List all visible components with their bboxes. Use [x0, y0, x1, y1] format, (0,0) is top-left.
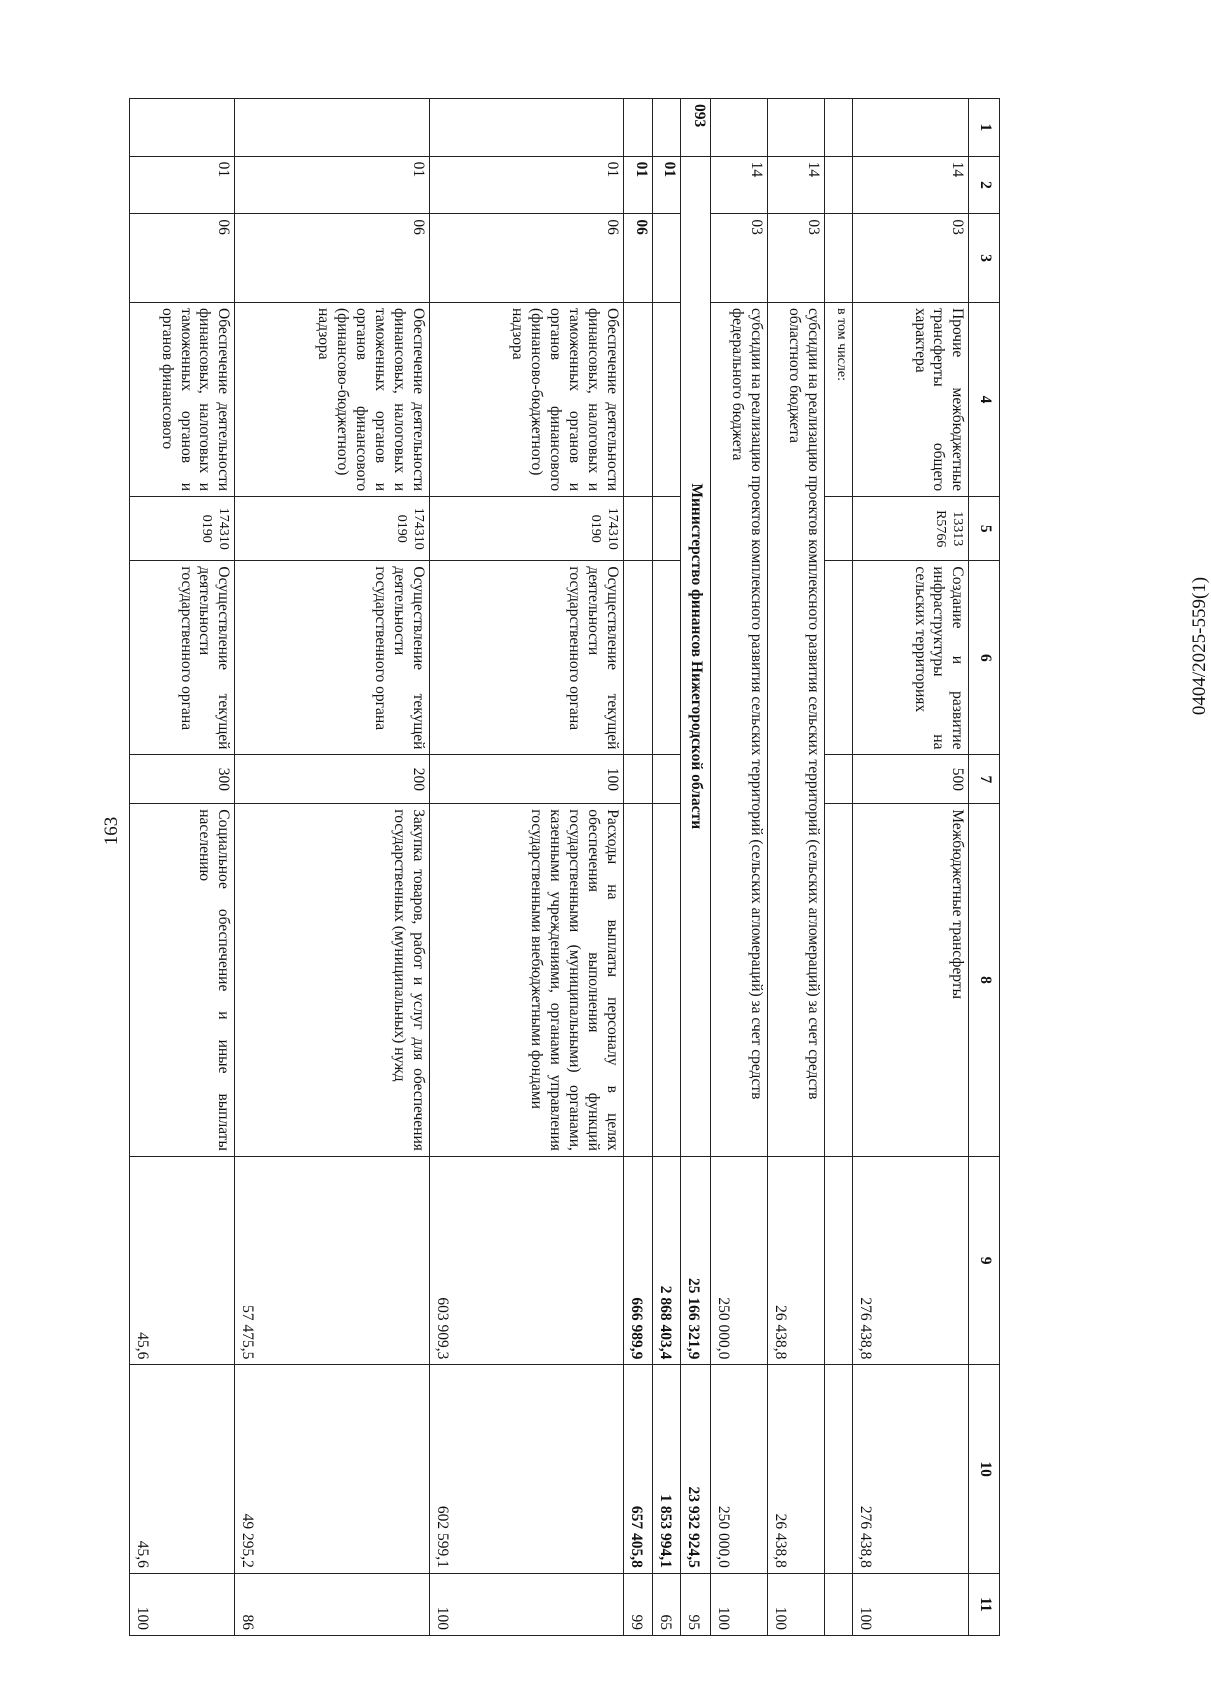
- cell-c4: Обеспечение деятельности финансовых, налоговых и таможенных органов и органов финансового (финансово-бюджетного) надзора: [235, 303, 429, 497]
- cell-c2: 01: [130, 156, 235, 214]
- cell-c10: 276 438,8: [852, 1365, 969, 1573]
- cell-c2: 14: [852, 156, 969, 214]
- cell-c11: 99: [623, 1573, 653, 1635]
- cell-c2: 01: [623, 156, 653, 214]
- cell-c5: [653, 497, 681, 561]
- cell-c11: 100: [852, 1573, 969, 1635]
- cell-c1: [852, 99, 969, 157]
- cell-c6: [623, 561, 653, 755]
- cell-c1: 093: [681, 99, 711, 157]
- column-header: 2: [969, 156, 1000, 214]
- cell-c10: 657 405,8: [623, 1365, 653, 1573]
- cell-c3: 03: [852, 214, 969, 303]
- column-header: 1: [969, 99, 1000, 157]
- cell-c1: [653, 99, 681, 157]
- cell-c3: 06: [429, 214, 623, 303]
- cell-c1: [710, 99, 767, 157]
- cell-c9: 45,6: [130, 1156, 235, 1364]
- cell-c6: Осуществление текущей деятельности государственного органа: [130, 561, 235, 755]
- cell-c9: [825, 1156, 853, 1364]
- cell-c2: 14: [710, 156, 767, 214]
- cell-c2: 01: [429, 156, 623, 214]
- document-code: 0404/2025-559(1): [1189, 576, 1210, 716]
- cell-c9: 26 438,8: [767, 1156, 824, 1364]
- cell-c5: 13313 R5766: [852, 497, 969, 561]
- cell-merged-description: субсидии на реализацию проектов комплексного развития сельских территорий (сельских агломераций) за счет средств федерального бюджета: [710, 303, 767, 1157]
- cell-c10: [825, 1365, 853, 1573]
- column-header: 7: [969, 755, 1000, 804]
- cell-c2: 14: [767, 156, 824, 214]
- cell-c10: 45,6: [130, 1365, 235, 1573]
- cell-c7: [653, 755, 681, 804]
- table-row: [767, 99, 824, 1636]
- cell-merged-description: субсидии на реализацию проектов комплексного развития сельских территорий (сельских агломераций) за счет средств областного бюджета: [767, 303, 824, 1157]
- cell-c6: Осуществление текущей деятельности государственного органа: [429, 561, 623, 755]
- cell-c3: [653, 214, 681, 303]
- cell-c4: Обеспечение деятельности финансовых, налоговых и таможенных органов и органов финансового (финансово-бюджетного) надзора: [429, 303, 623, 497]
- cell-c7: 200: [235, 755, 429, 804]
- cell-c9: 25 166 321,9: [681, 1156, 711, 1364]
- cell-c9: 276 438,8: [852, 1156, 969, 1364]
- cell-c2: 01: [235, 156, 429, 214]
- cell-c3: 03: [767, 214, 824, 303]
- cell-c7: 500: [852, 755, 969, 804]
- cell-c1: [767, 99, 824, 157]
- cell-c1: [623, 99, 653, 157]
- cell-c3: 06: [623, 214, 653, 303]
- cell-c10: 1 853 994,1: [653, 1365, 681, 1573]
- cell-c11: 100: [429, 1573, 623, 1635]
- cell-c5: 174310 0190: [130, 497, 235, 561]
- cell-c8: [653, 804, 681, 1157]
- cell-c11: 100: [130, 1573, 235, 1635]
- column-header: 6: [969, 561, 1000, 755]
- cell-c6: Создание и развитие инфраструктуры на сельских территориях: [852, 561, 969, 755]
- cell-c11: 100: [767, 1573, 824, 1635]
- cell-c1: [130, 99, 235, 157]
- cell-c7: 300: [130, 755, 235, 804]
- cell-c3: 06: [235, 214, 429, 303]
- cell-c11: 95: [681, 1573, 711, 1635]
- cell-c7: [825, 755, 853, 804]
- report-table: [129, 98, 1000, 1636]
- cell-c5: 174310 0190: [235, 497, 429, 561]
- cell-c5: [825, 497, 853, 561]
- cell-c4: [653, 303, 681, 497]
- cell-c3: 06: [130, 214, 235, 303]
- cell-c9: 2 868 403,4: [653, 1156, 681, 1364]
- cell-c9: 603 909,3: [429, 1156, 623, 1364]
- cell-c7: [623, 755, 653, 804]
- column-header: 4: [969, 303, 1000, 497]
- cell-c10: 26 438,8: [767, 1365, 824, 1573]
- column-header: 9: [969, 1156, 1000, 1364]
- cell-c11: 86: [235, 1573, 429, 1635]
- cell-c6: [653, 561, 681, 755]
- cell-c8: [825, 804, 853, 1157]
- cell-c6: [825, 561, 853, 755]
- cell-c11: 65: [653, 1573, 681, 1635]
- table-row: [623, 99, 653, 1636]
- column-header: 10: [969, 1365, 1000, 1573]
- cell-c1: [235, 99, 429, 157]
- cell-c8: Социальное обеспечение и иные выплаты населению: [130, 804, 235, 1157]
- cell-c1: [825, 99, 853, 157]
- cell-c10: 602 599,1: [429, 1365, 623, 1573]
- cell-c7: 100: [429, 755, 623, 804]
- cell-c8: Межбюджетные трансферты: [852, 804, 969, 1157]
- cell-c2: [825, 156, 853, 214]
- table-row: [825, 99, 853, 1636]
- table-row: [653, 99, 681, 1636]
- ministry-title: Министерство финансов Нижегородской области: [681, 156, 711, 1156]
- table-row-ministry: [681, 99, 711, 1636]
- cell-c10: 49 295,2: [235, 1365, 429, 1573]
- cell-c6: Осуществление текущей деятельности государственного органа: [235, 561, 429, 755]
- table-row: [130, 99, 235, 1636]
- cell-c9: 666 989,9: [623, 1156, 653, 1364]
- column-header: 11: [969, 1573, 1000, 1635]
- cell-c1: [429, 99, 623, 157]
- cell-c9: 57 475,5: [235, 1156, 429, 1364]
- table-row: [429, 99, 623, 1636]
- cell-c10: 23 932 924,5: [681, 1365, 711, 1573]
- cell-c4: в том числе:: [825, 303, 853, 497]
- column-header: 3: [969, 214, 1000, 303]
- page-number: 163: [101, 816, 122, 846]
- cell-c3: [825, 214, 853, 303]
- cell-c5: 174310 0190: [429, 497, 623, 561]
- report-table-container: [129, 98, 1000, 1636]
- table-row: [710, 99, 767, 1636]
- table-row: [852, 99, 969, 1636]
- cell-c8: Расходы на выплаты персоналу в целях обеспечения выполнения функций государственными (муниципальными) органами, казенными учреждениями, органами управления государственными внебюджетными фондами: [429, 804, 623, 1157]
- cell-c5: [623, 497, 653, 561]
- cell-c2: 01: [653, 156, 681, 214]
- header-row: [969, 99, 1000, 1636]
- cell-c8: Закупка товаров, работ и услуг для обеспечения государственных (муниципальных) нужд: [235, 804, 429, 1157]
- cell-c8: [623, 804, 653, 1157]
- column-header: 5: [969, 497, 1000, 561]
- cell-c11: 100: [710, 1573, 767, 1635]
- cell-c9: 250 000,0: [710, 1156, 767, 1364]
- cell-c3: 03: [710, 214, 767, 303]
- cell-c4: Прочие межбюджетные трансферты общего характера: [852, 303, 969, 497]
- table-row: [235, 99, 429, 1636]
- cell-c11: [825, 1573, 853, 1635]
- cell-c4: Обеспечение деятельности финансовых, налоговых и таможенных органов и органов финансового: [130, 303, 235, 497]
- cell-c4: [623, 303, 653, 497]
- column-header: 8: [969, 804, 1000, 1157]
- cell-c10: 250 000,0: [710, 1365, 767, 1573]
